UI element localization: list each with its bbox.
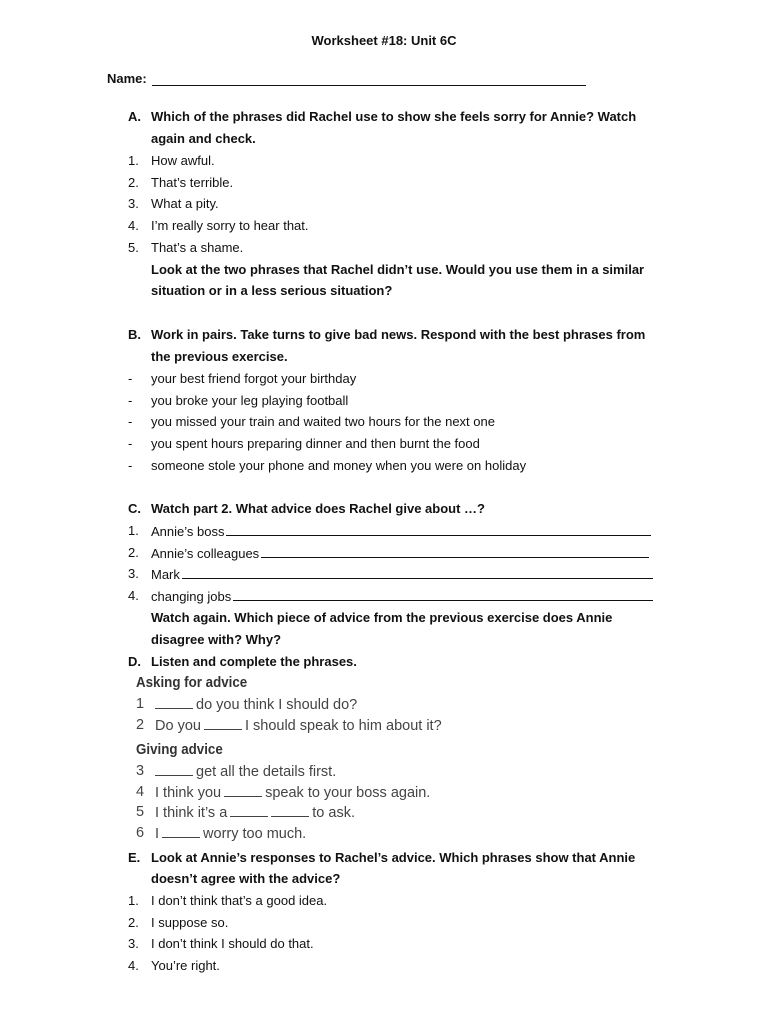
phrase-gap[interactable] — [155, 696, 193, 709]
list-item: I don’t think I should do that. — [151, 936, 314, 951]
answer-line[interactable] — [226, 523, 651, 536]
answer-line[interactable] — [182, 566, 653, 579]
section-e-instruction: Look at Annie’s responses to Rachel’s advice. Which phrases show that Annie — [151, 850, 636, 865]
phrase-text: speak to your boss again. — [265, 785, 431, 801]
phrase-gap[interactable] — [155, 763, 193, 776]
name-field[interactable] — [152, 71, 586, 86]
answer-label: changing jobs — [151, 589, 232, 604]
list-item — [151, 588, 653, 604]
list-item: you broke your leg playing football — [151, 393, 349, 408]
asking-advice-heading: Asking for advice — [136, 675, 248, 691]
phrase-row — [155, 763, 336, 780]
section-a-instruction: Which of the phrases did Rachel use to show she feels sorry for Annie? Watch — [151, 109, 637, 124]
section-d-mark: D. — [128, 654, 141, 669]
list-item: you spent hours preparing dinner and then burnt the food — [151, 436, 480, 451]
section-b-instruction-cont: the previous exercise. — [151, 349, 288, 364]
answer-line[interactable] — [233, 588, 653, 601]
phrase-number: 3 — [136, 763, 145, 779]
phrase-number: 5 — [136, 804, 145, 820]
list-number: 4. — [128, 958, 139, 973]
section-c-instruction: Watch part 2. What advice does Rachel give about …? — [151, 501, 485, 516]
phrase-number: 6 — [136, 825, 145, 841]
phrase-text: Do you — [155, 718, 201, 734]
phrase-gap[interactable] — [271, 804, 309, 817]
list-item: That’s terrible. — [151, 175, 234, 190]
phrase-number: 4 — [136, 784, 145, 800]
section-c-mark: C. — [128, 501, 141, 516]
phrase-row — [155, 804, 355, 821]
phrase-row — [155, 696, 357, 713]
phrase-text: I think it’s a — [155, 805, 228, 821]
section-a-followup-cont: situation or in a less serious situation? — [151, 283, 393, 298]
answer-label: Annie’s colleagues — [151, 546, 260, 561]
list-item — [151, 523, 651, 539]
list-item: You’re right. — [151, 958, 220, 973]
section-e-mark: E. — [128, 850, 141, 865]
list-item: I’m really sorry to hear that. — [151, 218, 309, 233]
list-item — [151, 545, 649, 561]
worksheet-title: Worksheet #18: Unit 6C — [311, 33, 457, 48]
list-item: That’s a shame. — [151, 240, 244, 255]
giving-advice-heading: Giving advice — [136, 742, 223, 758]
phrase-number: 1 — [136, 696, 145, 712]
phrase-text: do you think I should do? — [196, 697, 358, 713]
list-number: 3. — [128, 936, 139, 951]
answer-label: Mark — [151, 567, 180, 582]
list-item: I suppose so. — [151, 915, 229, 930]
list-number: 2. — [128, 175, 139, 190]
section-d-instruction: Listen and complete the phrases. — [151, 654, 357, 669]
phrase-row — [155, 825, 306, 842]
list-number: 1. — [128, 893, 139, 908]
list-number: 3. — [128, 566, 139, 581]
section-a-mark: A. — [128, 109, 141, 124]
phrase-gap[interactable] — [230, 804, 268, 817]
phrase-row — [155, 717, 442, 734]
section-e-instruction-cont: doesn’t agree with the advice? — [151, 871, 341, 886]
list-item — [151, 566, 653, 582]
bullet-dash: - — [128, 371, 133, 386]
answer-line[interactable] — [261, 545, 649, 558]
list-item: I don’t think that’s a good idea. — [151, 893, 328, 908]
list-number: 1. — [128, 523, 139, 538]
list-item: someone stole your phone and money when you were on holiday — [151, 458, 527, 473]
phrase-row — [155, 784, 430, 801]
phrase-text: I — [155, 826, 160, 842]
list-number: 1. — [128, 153, 139, 168]
phrase-number: 2 — [136, 717, 145, 733]
phrase-text: I should speak to him about it? — [244, 718, 442, 734]
list-item: What a pity. — [151, 196, 219, 211]
list-item: How awful. — [151, 153, 215, 168]
phrase-gap[interactable] — [204, 717, 242, 730]
phrase-text: worry too much. — [203, 826, 307, 842]
list-number: 4. — [128, 218, 139, 233]
phrase-text: to ask. — [312, 805, 355, 821]
list-number: 5. — [128, 240, 139, 255]
list-item: you missed your train and waited two hours for the next one — [151, 414, 495, 429]
list-number: 2. — [128, 915, 139, 930]
section-b-mark: B. — [128, 327, 141, 342]
section-a-instruction-cont: again and check. — [151, 131, 256, 146]
answer-label: Annie’s boss — [151, 524, 225, 539]
section-c-followup-cont: disagree with? Why? — [151, 632, 282, 647]
list-item: your best friend forgot your birthday — [151, 371, 357, 386]
phrase-gap[interactable] — [224, 784, 262, 797]
name-label: Name: — [107, 71, 147, 86]
bullet-dash: - — [128, 414, 133, 429]
list-number: 2. — [128, 545, 139, 560]
phrase-gap[interactable] — [162, 825, 200, 838]
section-a-followup: Look at the two phrases that Rachel didn’t use. Would you use them in a similar — [151, 262, 645, 277]
phrase-text: get all the details first. — [196, 764, 337, 780]
list-number: 4. — [128, 588, 139, 603]
bullet-dash: - — [128, 436, 133, 451]
section-b-instruction: Work in pairs. Take turns to give bad news. Respond with the best phrases from — [151, 327, 646, 342]
section-c-followup: Watch again. Which piece of advice from the previous exercise does Annie — [151, 610, 613, 625]
bullet-dash: - — [128, 393, 133, 408]
bullet-dash: - — [128, 458, 133, 473]
list-number: 3. — [128, 196, 139, 211]
phrase-text: I think you — [155, 785, 222, 801]
